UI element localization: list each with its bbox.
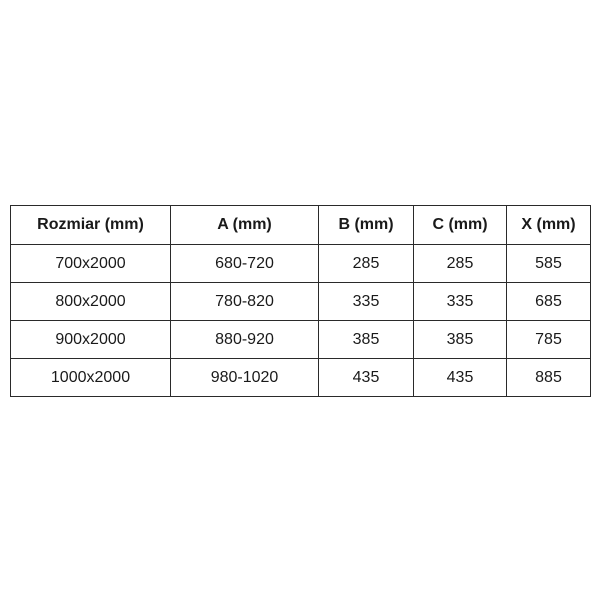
cell-size: 700x2000 xyxy=(11,245,171,283)
table-row xyxy=(11,321,591,359)
header-size: Rozmiar (mm) xyxy=(11,206,171,245)
header-b: B (mm) xyxy=(319,206,414,245)
cell-size: 1000x2000 xyxy=(11,359,171,397)
cell-x: 885 xyxy=(507,359,591,397)
cell-c: 435 xyxy=(414,359,507,397)
table-row xyxy=(11,359,591,397)
cell-c: 335 xyxy=(414,283,507,321)
table-row xyxy=(11,245,591,283)
header-x: X (mm) xyxy=(507,206,591,245)
cell-x: 685 xyxy=(507,283,591,321)
size-table-container xyxy=(10,205,590,397)
table-header-row xyxy=(11,206,591,245)
cell-b: 435 xyxy=(319,359,414,397)
cell-a: 980-1020 xyxy=(171,359,319,397)
cell-a: 680-720 xyxy=(171,245,319,283)
cell-b: 285 xyxy=(319,245,414,283)
cell-size: 800x2000 xyxy=(11,283,171,321)
table-row xyxy=(11,283,591,321)
cell-b: 335 xyxy=(319,283,414,321)
cell-c: 385 xyxy=(414,321,507,359)
header-a: A (mm) xyxy=(171,206,319,245)
cell-size: 900x2000 xyxy=(11,321,171,359)
cell-x: 585 xyxy=(507,245,591,283)
cell-c: 285 xyxy=(414,245,507,283)
cell-x: 785 xyxy=(507,321,591,359)
cell-a: 780-820 xyxy=(171,283,319,321)
header-c: C (mm) xyxy=(414,206,507,245)
cell-a: 880-920 xyxy=(171,321,319,359)
size-table xyxy=(10,205,591,397)
cell-b: 385 xyxy=(319,321,414,359)
